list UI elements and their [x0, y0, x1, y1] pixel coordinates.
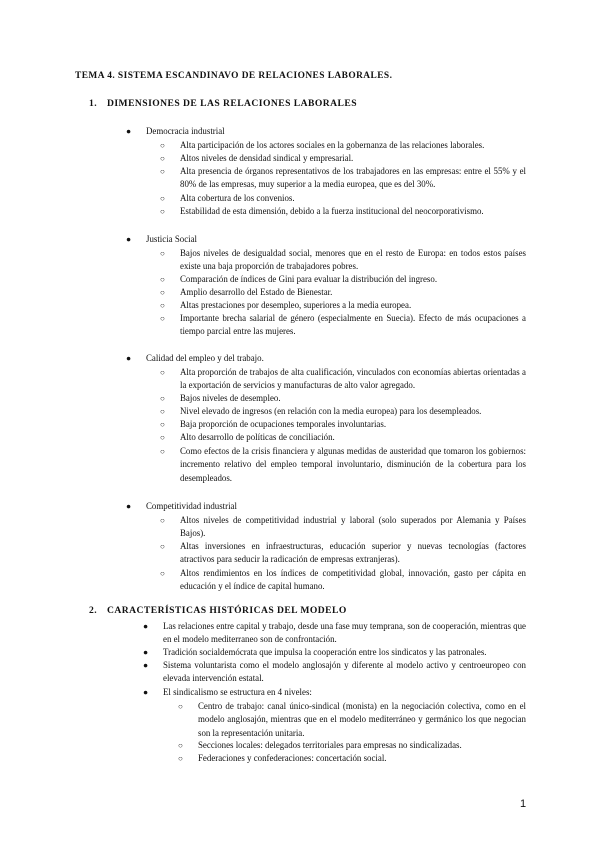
sub-item: ○ Federaciones y confederaciones: concertación social.	[198, 752, 526, 765]
circle-bullet-icon: ○	[160, 301, 165, 310]
sub-item: ○ Como efectos de la crisis financiera y algunas medidas de austeridad que tomaron los gobiernos: incremento relativo del empleo temporal involuntario, disminución de la cobertura para los desempleados.	[160, 446, 526, 483]
bullet-dot-icon: ●	[126, 501, 132, 511]
bullet-item: ● Tradición socialdemócrata que impulsa la cooperación entre los sindicatos y las patronales.	[163, 646, 526, 659]
bullet-dot-icon: ●	[143, 660, 149, 670]
circle-bullet-icon: ○	[160, 207, 165, 216]
circle-bullet-icon: ○	[160, 314, 165, 323]
sub-item: ○ Alta participación de los actores sociales en la gobernanza de las relaciones laborales.	[180, 139, 526, 152]
circle-bullet-icon: ○	[178, 754, 183, 763]
sub-item: ○ Alta cobertura de los convenios.	[180, 192, 526, 205]
sub-item: ○ Estabilidad de esta dimensión, debido a la fuerza institucional del neocorporativismo.	[180, 205, 526, 218]
sub-item: ○ Amplio desarrollo del Estado de Bienestar.	[180, 286, 526, 299]
circle-bullet-icon: ○	[160, 433, 165, 442]
sub-item: ○ Altos niveles de densidad sindical y empresarial.	[180, 152, 526, 165]
circle-bullet-icon: ○	[178, 702, 183, 711]
sub-item: ○ Altas prestaciones por desempleo, superiores a la media europea.	[180, 299, 526, 312]
circle-bullet-icon: ○	[160, 447, 165, 456]
sub-item: ○ Comparación de índices de Gini para evaluar la distribución del ingreso.	[180, 273, 526, 286]
bullet-item: ● El sindicalismo se estructura en 4 niveles:	[163, 686, 526, 699]
circle-bullet-icon: ○	[160, 167, 165, 176]
section-2-heading	[89, 605, 347, 616]
circle-bullet-icon: ○	[160, 542, 165, 551]
section-number: 1.	[89, 98, 98, 109]
bullet-dot-icon: ●	[126, 353, 132, 363]
bullet-item: ● Democracia industrial	[146, 125, 526, 138]
circle-bullet-icon: ○	[160, 288, 165, 297]
sub-item: ○ Secciones locales: delegados territoriales para empresas no sindicalizadas.	[198, 739, 526, 752]
circle-bullet-icon: ○	[160, 194, 165, 203]
circle-bullet-icon: ○	[160, 407, 165, 416]
sub-item: ○ Baja proporción de ocupaciones temporales involuntarias.	[180, 418, 526, 431]
sub-item: ○ Altas inversiones en infraestructuras, educación superior y nuevas tecnologías (factores atractivos para seducir la radicación de empresas extranjeras).	[160, 541, 526, 565]
bullet-dot-icon: ●	[143, 621, 149, 631]
section-number: 2.	[89, 605, 98, 616]
circle-bullet-icon: ○	[160, 516, 165, 525]
circle-bullet-icon: ○	[160, 249, 165, 258]
sub-item: ○ Importante brecha salarial de género (especialmente en Suecia). Efecto de más ocupaciones a tiempo parcial entre las mujeres.	[160, 313, 526, 337]
section-title: CARACTERÍSTICAS HISTÓRICAS DEL MODELO	[107, 605, 347, 616]
bullet-item: ● Las relaciones entre capital y trabajo, desde una fase muy temprana, son de cooperación, mientras que en el modelo mediterraneo son de confrontación.	[143, 621, 526, 645]
circle-bullet-icon: ○	[160, 569, 165, 578]
circle-bullet-icon: ○	[160, 141, 165, 150]
circle-bullet-icon: ○	[160, 394, 165, 403]
sub-item: ○ Bajos niveles de desigualdad social, menores que en el resto de Europa: en todos estos países existe una baja proporción de trabajadores pobres.	[160, 248, 526, 272]
bullet-item: ● Calidad del empleo y del trabajo.	[146, 352, 526, 365]
bullet-item: ● Justicia Social	[146, 233, 526, 246]
sub-item: ○ Alta presencia de órganos representativos de los trabajadores en las empresas: entre el 55% y el 80% de las empresas, muy superior a la media europea, que es del 30%.	[160, 166, 526, 190]
sub-item: ○ Alto desarrollo de políticas de conciliación.	[180, 431, 526, 444]
sub-item: ○ Centro de trabajo: canal único-sindical (monista) en la negociación colectiva, como en el modelo anglosajón, mientras que en el modelo mediterráneo y germánico los que negocian son la representación unitaria.	[178, 701, 526, 738]
circle-bullet-icon: ○	[160, 154, 165, 163]
bullet-dot-icon: ●	[126, 234, 132, 244]
bullet-dot-icon: ●	[143, 687, 149, 697]
circle-bullet-icon: ○	[160, 368, 165, 377]
circle-bullet-icon: ○	[160, 275, 165, 284]
section-title: DIMENSIONES DE LAS RELACIONES LABORALES	[107, 98, 357, 109]
page-number: 1	[520, 798, 527, 810]
bullet-dot-icon: ●	[126, 126, 132, 136]
sub-item: ○ Alta proporción de trabajos de alta cualificación, vinculados con economías abiertas orientadas a la exportación de servicios y manufacturas de alto valor agregado.	[160, 367, 526, 391]
sub-item: ○ Altos niveles de competitividad industrial y laboral (solo superados por Alemania y Países Bajos).	[160, 515, 526, 539]
sub-item: ○ Nivel elevado de ingresos (en relación con la media europea) para los desempleados.	[180, 405, 526, 418]
circle-bullet-icon: ○	[178, 741, 183, 750]
sub-item: ○ Bajos niveles de desempleo.	[180, 392, 526, 405]
circle-bullet-icon: ○	[160, 420, 165, 429]
section-1-heading	[89, 98, 357, 109]
sub-item: ○ Altos rendimientos en los índices de competitividad global, innovación, gasto per cápita en educación y el índice de capital humano.	[160, 568, 526, 592]
bullet-item: ● Sistema voluntarista como el modelo anglosajón y diferente al modelo activo y centroeuropeo con elevada intervención estatal.	[143, 660, 526, 684]
document-title: TEMA 4. SISTEMA ESCANDINAVO DE RELACIONES LABORALES.	[75, 71, 393, 81]
bullet-dot-icon: ●	[143, 647, 149, 657]
bullet-item: ● Competitividad industrial	[146, 500, 526, 513]
